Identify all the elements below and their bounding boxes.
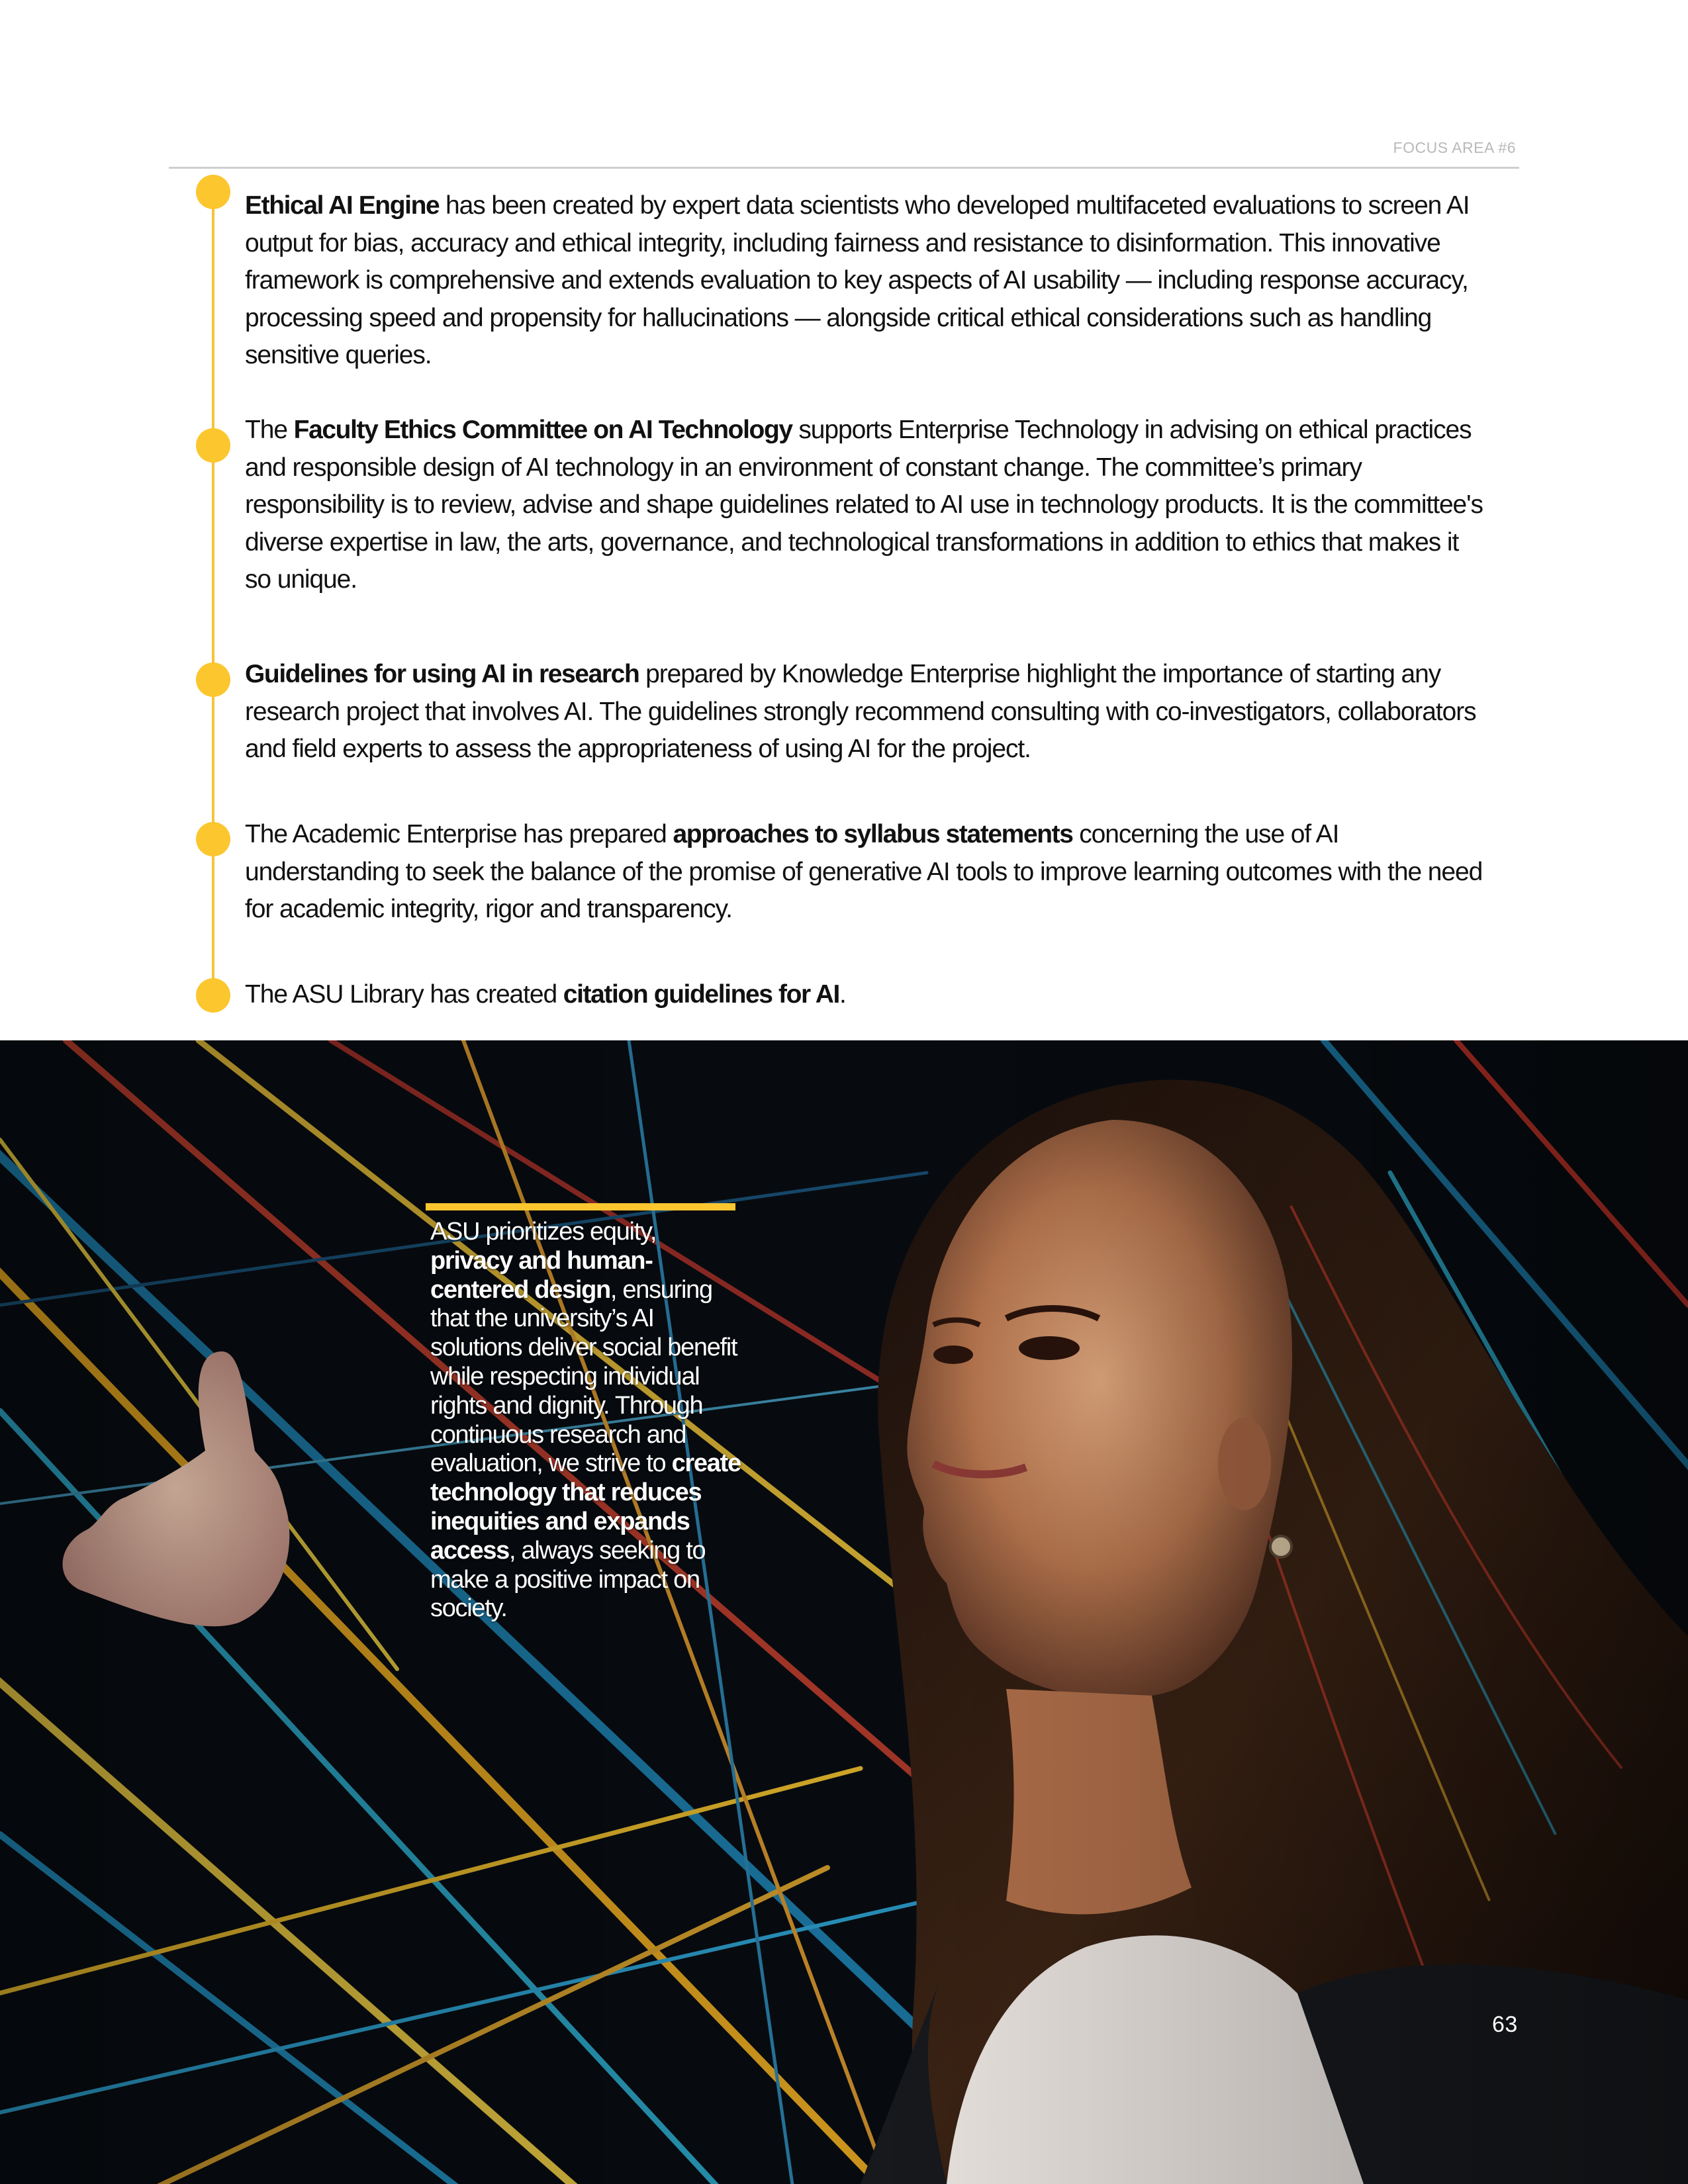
callout-bold: create technology that reduces inequities and expands access <box>430 1449 741 1565</box>
callout-text: , ensuring that the university’s AI solutions deliver social benefit while respecting individual rights and dignity. Through continuous research and evaluation, we strive to <box>430 1275 737 1478</box>
item-bold: Ethical AI Engine <box>245 191 440 220</box>
timeline-bullet-3 <box>196 662 230 697</box>
item-ethical-ai-engine <box>245 187 1489 375</box>
item-faculty-ethics-committee <box>245 412 1489 599</box>
header-rule <box>169 167 1519 169</box>
page-number: 63 <box>1492 2012 1518 2037</box>
item-bold: approaches to syllabus statements <box>673 820 1073 848</box>
item-lead: The <box>245 416 294 444</box>
timeline-bullet-2 <box>196 428 230 463</box>
item-bold: Guidelines for using AI in research <box>245 660 639 688</box>
item-text: supports Enterprise Technology in advising on ethical practices and responsible design of AI technology in an environment of constant change. The committee’s primary responsibility is to review, advise and shape guidelines related to AI use in technology products. It is the committee's diverse expertise in law, the arts, governance, and technological transformations in addition to ethics that makes it so unique. <box>245 416 1483 594</box>
item-text: concerning the use of AI understanding to seek the balance of the promise of generative AI tools to improve learning outcomes with the need for academic integrity, rigor and transparency. <box>245 820 1483 923</box>
section-label: FOCUS AREA #6 <box>1393 139 1516 156</box>
item-lead: The ASU Library has created <box>245 980 563 1009</box>
timeline-bullet-4 <box>196 822 230 856</box>
item-bold: citation guidelines for AI <box>563 980 839 1009</box>
item-text: . <box>839 980 846 1009</box>
item-syllabus-statements <box>245 816 1489 929</box>
callout-bold: privacy and human-centered design <box>430 1246 653 1304</box>
item-text: has been created by expert data scientists who developed multifaceted evaluations to screen AI output for bias, accuracy and ethical integrity, including fairness and resistance to disinformation. This innovative framework is comprehensive and extends evaluation to key aspects of AI usability — including response accuracy, processing speed and propensity for hallucinations — alongside critical ethical considerations such as handling sensitive queries. <box>245 191 1470 369</box>
callout-text: , always seeking to make a positive impact on society. <box>430 1536 706 1623</box>
hero-photo-illustration <box>0 1040 1688 2184</box>
item-research-guidelines <box>245 656 1489 768</box>
timeline-bullet-5 <box>196 978 230 1013</box>
callout-accent-bar <box>426 1203 735 1210</box>
item-citation-guidelines <box>245 976 1489 1014</box>
callout-quote <box>430 1218 741 1623</box>
hero-photo <box>0 1040 1688 2184</box>
timeline-bullet-1 <box>196 175 230 209</box>
item-text: prepared by Knowledge Enterprise highlight the importance of starting any research project that involves AI. The guidelines strongly recommend consulting with co-investigators, collaborators and field experts to assess the appropriateness of using AI for the project. <box>245 660 1476 763</box>
timeline-line <box>212 192 214 996</box>
item-bold: Faculty Ethics Committee on AI Technology <box>293 416 792 444</box>
item-lead: The Academic Enterprise has prepared <box>245 820 673 848</box>
callout-text: ASU prioritizes equity, <box>430 1218 657 1246</box>
